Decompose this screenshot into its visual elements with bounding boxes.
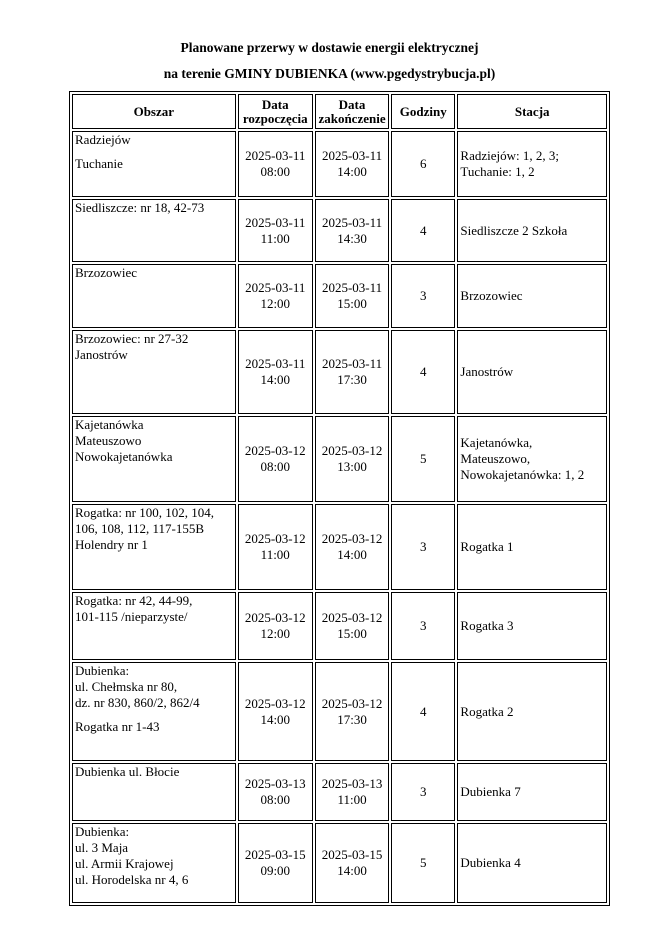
start-date: 2025-03-11 <box>245 356 306 371</box>
table-row <box>72 330 607 414</box>
start-date: 2025-03-13 <box>244 776 306 791</box>
station-line: Kajetanówka, <box>460 435 533 450</box>
station-line: Siedliszcze 2 Szkoła <box>460 222 568 238</box>
hours-cell: 3 <box>391 504 455 590</box>
area-cell <box>72 264 236 328</box>
end-time: 15:00 <box>337 296 367 311</box>
hours-cell: 4 <box>391 330 455 414</box>
end-time: 14:00 <box>337 547 367 562</box>
area-cell <box>72 199 236 262</box>
area-line: ul. 3 Maja <box>75 840 129 855</box>
station-line: Rogatka 3 <box>460 618 514 633</box>
start-date: 2025-03-11 <box>245 280 306 295</box>
station-cell <box>457 592 607 660</box>
start-date: 2025-03-11 <box>245 148 306 163</box>
end-date: 2025-03-11 <box>321 280 383 295</box>
table-row <box>72 763 607 821</box>
end-cell <box>315 199 389 262</box>
start-cell <box>238 330 313 414</box>
end-cell <box>315 763 389 821</box>
end-date: 2025-03-11 <box>321 148 383 163</box>
start-time: 12:00 <box>260 296 291 311</box>
start-cell <box>238 416 313 502</box>
start-time: 08:00 <box>260 792 291 807</box>
end-date: 2025-03-13 <box>321 776 383 791</box>
end-cell <box>315 662 389 761</box>
end-date: 2025-03-12 <box>321 695 383 711</box>
table-row <box>72 199 607 262</box>
area-line: Dubienka: <box>75 663 130 678</box>
start-time: 08:00 <box>260 459 291 474</box>
area-cell <box>72 592 236 660</box>
table-row <box>72 592 607 660</box>
end-date: 2025-03-11 <box>321 214 383 230</box>
area-line: Radziejów <box>75 132 131 147</box>
end-time: 13:00 <box>337 459 367 474</box>
end-date: 2025-03-11 <box>321 356 383 371</box>
hours-cell: 3 <box>391 264 455 328</box>
end-time: 17:30 <box>337 372 367 387</box>
area-line: Siedliszcze: nr 18, 42-73 <box>75 200 205 215</box>
paragraph-gap <box>75 148 233 156</box>
col-header-hours: Godziny <box>391 94 455 129</box>
start-cell <box>238 131 313 197</box>
area-line: Brzozowiec: nr 27-32 <box>75 331 189 346</box>
header-row <box>72 94 607 129</box>
end-date: 2025-03-12 <box>321 443 383 458</box>
area-line: ul. Horodelska nr 4, 6 <box>75 872 189 887</box>
hours-cell: 5 <box>391 823 455 903</box>
hours-cell: 4 <box>391 662 455 761</box>
area-line: Janostrów <box>75 347 128 362</box>
station-line: Dubienka 7 <box>460 784 521 799</box>
document-subtitle: na terenie GMINY DUBIENKA (www.pgedystrybucja.pl) <box>163 66 496 81</box>
area-line: Dubienka ul. Błocie <box>75 764 180 779</box>
start-time: 12:00 <box>260 626 291 641</box>
start-cell <box>238 504 313 590</box>
table-row <box>72 823 607 903</box>
station-cell <box>457 662 607 761</box>
table-row <box>72 264 607 328</box>
area-line: Mateuszowo <box>75 433 142 448</box>
table-row <box>72 131 607 197</box>
area-line: Brzozowiec <box>75 265 138 280</box>
col-header-end: Data zakończenie <box>315 94 389 129</box>
area-cell <box>72 823 236 903</box>
start-date: 2025-03-12 <box>244 610 306 625</box>
outage-table <box>69 91 610 906</box>
station-cell <box>457 199 607 262</box>
start-cell <box>238 823 313 903</box>
hours-cell: 5 <box>391 416 455 502</box>
end-time: 17:30 <box>337 711 367 727</box>
hours-cell: 4 <box>391 199 455 262</box>
station-cell <box>457 131 607 197</box>
end-cell <box>315 592 389 660</box>
end-time: 14:00 <box>337 863 367 878</box>
area-cell <box>72 131 236 197</box>
table-row <box>72 416 607 502</box>
end-cell <box>315 416 389 502</box>
station-cell <box>457 823 607 903</box>
hours-cell: 3 <box>391 763 455 821</box>
hours-cell: 3 <box>391 592 455 660</box>
area-cell <box>72 504 236 590</box>
area-line: 106, 108, 112, 117-155B <box>75 521 205 536</box>
start-cell <box>238 592 313 660</box>
start-date: 2025-03-12 <box>244 443 306 458</box>
station-line: Tuchanie: 1, 2 <box>460 164 535 179</box>
end-cell <box>315 264 389 328</box>
end-date: 2025-03-12 <box>321 610 383 625</box>
station-line: Radziejów: 1, 2, 3; <box>460 148 559 163</box>
area-line: Tuchanie <box>75 156 123 171</box>
station-line: Nowokajetanówka: 1, 2 <box>460 467 585 482</box>
end-cell <box>315 823 389 903</box>
station-line: Rogatka 1 <box>460 539 514 554</box>
start-time: 08:00 <box>260 164 291 179</box>
end-date: 2025-03-12 <box>321 531 383 546</box>
start-time: 11:00 <box>260 547 290 562</box>
station-line: Rogatka 2 <box>460 703 514 719</box>
start-date: 2025-03-15 <box>244 847 306 862</box>
start-cell <box>238 763 313 821</box>
area-line: 101-115 /nieparzyste/ <box>75 609 188 624</box>
start-date: 2025-03-11 <box>245 214 306 230</box>
area-line: Rogatka: nr 42, 44-99, <box>75 593 193 608</box>
document-title: Planowane przerwy w dostawie energii elektrycznej <box>180 40 479 55</box>
end-cell <box>315 131 389 197</box>
start-date: 2025-03-12 <box>244 531 306 546</box>
start-cell <box>238 264 313 328</box>
area-cell <box>72 763 236 821</box>
station-line: Brzozowiec <box>460 288 523 303</box>
start-cell <box>238 662 313 761</box>
area-line: Nowokajetanówka <box>75 449 173 464</box>
start-time: 14:00 <box>260 372 291 387</box>
col-header-start: Data rozpoczęcia <box>238 94 313 129</box>
col-header-station: Stacja <box>457 94 607 129</box>
station-cell <box>457 763 607 821</box>
area-line: Rogatka nr 1-43 <box>75 719 160 734</box>
end-cell <box>315 504 389 590</box>
end-cell <box>315 330 389 414</box>
paragraph-gap <box>75 711 233 719</box>
station-cell <box>457 264 607 328</box>
station-cell <box>457 504 607 590</box>
col-header-area: Obszar <box>72 94 236 129</box>
hours-cell: 6 <box>391 131 455 197</box>
station-cell <box>457 416 607 502</box>
end-time: 11:00 <box>337 792 367 807</box>
area-line: Rogatka: nr 100, 102, 104, <box>75 505 215 520</box>
area-line: Holendry nr 1 <box>75 537 148 552</box>
table-row <box>72 504 607 590</box>
start-time: 09:00 <box>260 863 291 878</box>
area-line: Dubienka: <box>75 824 130 839</box>
table-row <box>72 662 607 761</box>
end-time: 14:00 <box>337 164 367 179</box>
start-cell <box>238 199 313 262</box>
station-line: Mateuszowo, <box>460 451 531 466</box>
area-cell <box>72 330 236 414</box>
station-line: Dubienka 4 <box>460 855 521 870</box>
start-time: 14:00 <box>260 711 291 727</box>
area-cell <box>72 416 236 502</box>
end-time: 14:30 <box>337 230 367 246</box>
area-line: ul. Armii Krajowej <box>75 856 174 871</box>
area-cell <box>72 662 236 761</box>
area-line: ul. Chełmska nr 80, <box>75 679 178 694</box>
area-line: dz. nr 830, 860/2, 862/4 <box>75 695 200 710</box>
station-line: Janostrów <box>460 364 514 379</box>
start-date: 2025-03-12 <box>244 695 306 711</box>
start-time: 11:00 <box>260 230 290 246</box>
area-line: Kajetanówka <box>75 417 144 432</box>
station-cell <box>457 330 607 414</box>
end-time: 15:00 <box>337 626 367 641</box>
end-date: 2025-03-15 <box>321 847 383 862</box>
